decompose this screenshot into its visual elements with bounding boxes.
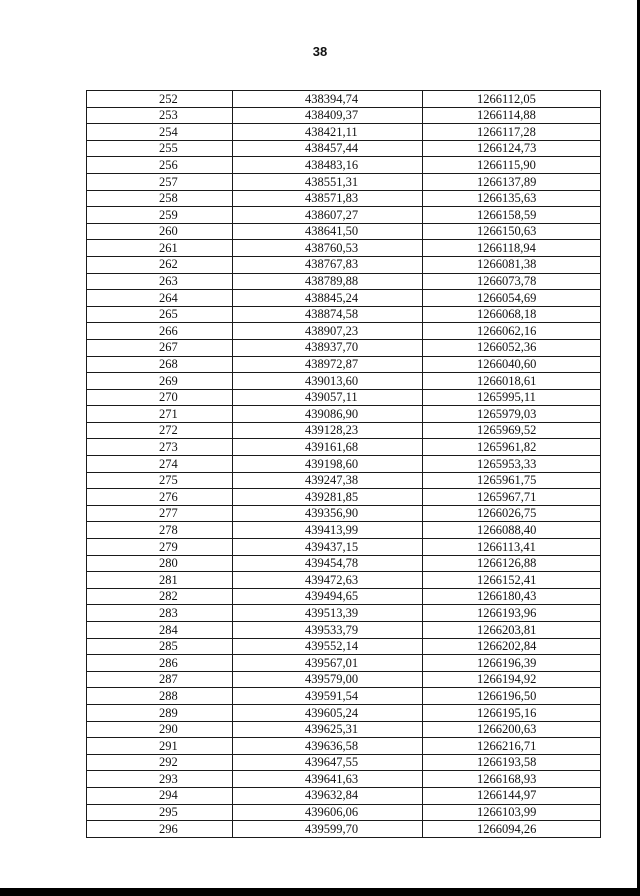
- y-coordinate-cell: 1266026,75: [423, 505, 601, 522]
- x-coordinate-cell: 439013,60: [233, 373, 423, 390]
- x-coordinate-cell: 439632,84: [233, 787, 423, 804]
- point-number-cell: 252: [87, 91, 233, 108]
- table-row: [87, 356, 601, 373]
- x-coordinate-cell: 439161,68: [233, 439, 423, 456]
- y-coordinate-cell: 1266195,16: [423, 704, 601, 721]
- x-coordinate-cell: 439591,54: [233, 688, 423, 705]
- y-coordinate-cell: 1266144,97: [423, 787, 601, 804]
- x-coordinate-cell: 438641,50: [233, 223, 423, 240]
- y-coordinate-cell: 1266052,36: [423, 339, 601, 356]
- y-coordinate-cell: 1266018,61: [423, 373, 601, 390]
- y-coordinate-cell: 1265953,33: [423, 456, 601, 473]
- table-row: [87, 207, 601, 224]
- table-row: [87, 439, 601, 456]
- y-coordinate-cell: 1265961,82: [423, 439, 601, 456]
- x-coordinate-cell: 438845,24: [233, 290, 423, 307]
- point-number-cell: 295: [87, 804, 233, 821]
- y-coordinate-cell: 1265995,11: [423, 389, 601, 406]
- point-number-cell: 271: [87, 406, 233, 423]
- table-row: [87, 588, 601, 605]
- x-coordinate-cell: 439437,15: [233, 539, 423, 556]
- point-number-cell: 283: [87, 605, 233, 622]
- point-number-cell: 294: [87, 787, 233, 804]
- table-row: [87, 223, 601, 240]
- point-number-cell: 270: [87, 389, 233, 406]
- y-coordinate-cell: 1266112,05: [423, 91, 601, 108]
- x-coordinate-cell: 439513,39: [233, 605, 423, 622]
- point-number-cell: 259: [87, 207, 233, 224]
- point-number-cell: 280: [87, 555, 233, 572]
- point-number-cell: 289: [87, 704, 233, 721]
- y-coordinate-cell: 1266196,50: [423, 688, 601, 705]
- table-row: [87, 522, 601, 539]
- point-number-cell: 275: [87, 472, 233, 489]
- table-row: [87, 373, 601, 390]
- x-coordinate-cell: 439128,23: [233, 422, 423, 439]
- table-row: [87, 555, 601, 572]
- x-coordinate-cell: 438937,70: [233, 339, 423, 356]
- y-coordinate-cell: 1266152,41: [423, 572, 601, 589]
- point-number-cell: 267: [87, 339, 233, 356]
- y-coordinate-cell: 1266180,43: [423, 588, 601, 605]
- x-coordinate-cell: 439356,90: [233, 505, 423, 522]
- x-coordinate-cell: 439413,99: [233, 522, 423, 539]
- table-row: [87, 821, 601, 838]
- x-coordinate-cell: 439494,65: [233, 588, 423, 605]
- x-coordinate-cell: 438571,83: [233, 190, 423, 207]
- x-coordinate-cell: 438760,53: [233, 240, 423, 257]
- table-row: [87, 91, 601, 108]
- point-number-cell: 277: [87, 505, 233, 522]
- x-coordinate-cell: 439247,38: [233, 472, 423, 489]
- y-coordinate-cell: 1266137,89: [423, 173, 601, 190]
- y-coordinate-cell: 1266040,60: [423, 356, 601, 373]
- point-number-cell: 254: [87, 124, 233, 141]
- table-row: [87, 190, 601, 207]
- point-number-cell: 273: [87, 439, 233, 456]
- table-row: [87, 771, 601, 788]
- point-number-cell: 255: [87, 140, 233, 157]
- table-row: [87, 323, 601, 340]
- y-coordinate-cell: 1266193,96: [423, 605, 601, 622]
- point-number-cell: 274: [87, 456, 233, 473]
- table-row: [87, 157, 601, 174]
- x-coordinate-cell: 438907,23: [233, 323, 423, 340]
- y-coordinate-cell: 1266088,40: [423, 522, 601, 539]
- table-row: [87, 505, 601, 522]
- y-coordinate-cell: 1266193,58: [423, 754, 601, 771]
- table-row: [87, 472, 601, 489]
- table-row: [87, 539, 601, 556]
- y-coordinate-cell: 1266115,90: [423, 157, 601, 174]
- table-row: [87, 124, 601, 141]
- table-row: [87, 655, 601, 672]
- x-coordinate-cell: 438483,16: [233, 157, 423, 174]
- x-coordinate-cell: 438551,31: [233, 173, 423, 190]
- x-coordinate-cell: 439454,78: [233, 555, 423, 572]
- table-row: [87, 406, 601, 423]
- y-coordinate-cell: 1266117,28: [423, 124, 601, 141]
- y-coordinate-cell: 1266203,81: [423, 622, 601, 639]
- table-row: [87, 638, 601, 655]
- point-number-cell: 258: [87, 190, 233, 207]
- x-coordinate-cell: 438607,27: [233, 207, 423, 224]
- y-coordinate-cell: 1266168,93: [423, 771, 601, 788]
- point-number-cell: 287: [87, 671, 233, 688]
- table-row: [87, 704, 601, 721]
- table-row: [87, 721, 601, 738]
- y-coordinate-cell: 1266158,59: [423, 207, 601, 224]
- point-number-cell: 284: [87, 622, 233, 639]
- y-coordinate-cell: 1266150,63: [423, 223, 601, 240]
- x-coordinate-cell: 439281,85: [233, 489, 423, 506]
- x-coordinate-cell: 438972,87: [233, 356, 423, 373]
- x-coordinate-cell: 438409,37: [233, 107, 423, 124]
- point-number-cell: 263: [87, 273, 233, 290]
- y-coordinate-cell: 1266113,41: [423, 539, 601, 556]
- point-number-cell: 264: [87, 290, 233, 307]
- y-coordinate-cell: 1266062,16: [423, 323, 601, 340]
- table-row: [87, 273, 601, 290]
- table-row: [87, 306, 601, 323]
- y-coordinate-cell: 1266114,88: [423, 107, 601, 124]
- y-coordinate-cell: 1266124,73: [423, 140, 601, 157]
- coordinates-table: [86, 90, 601, 838]
- x-coordinate-cell: 439641,63: [233, 771, 423, 788]
- x-coordinate-cell: 438789,88: [233, 273, 423, 290]
- table-row: [87, 256, 601, 273]
- x-coordinate-cell: 439636,58: [233, 738, 423, 755]
- y-coordinate-cell: 1266103,99: [423, 804, 601, 821]
- table-body: [87, 91, 601, 838]
- point-number-cell: 278: [87, 522, 233, 539]
- y-coordinate-cell: 1266068,18: [423, 306, 601, 323]
- y-coordinate-cell: 1266196,39: [423, 655, 601, 672]
- point-number-cell: 269: [87, 373, 233, 390]
- table-row: [87, 489, 601, 506]
- point-number-cell: 293: [87, 771, 233, 788]
- scan-edge-bottom: [0, 888, 640, 896]
- point-number-cell: 262: [87, 256, 233, 273]
- y-coordinate-cell: 1266135,63: [423, 190, 601, 207]
- x-coordinate-cell: 438421,11: [233, 124, 423, 141]
- x-coordinate-cell: 439599,70: [233, 821, 423, 838]
- y-coordinate-cell: 1266216,71: [423, 738, 601, 755]
- point-number-cell: 279: [87, 539, 233, 556]
- table-row: [87, 339, 601, 356]
- point-number-cell: 282: [87, 588, 233, 605]
- x-coordinate-cell: 438767,83: [233, 256, 423, 273]
- point-number-cell: 257: [87, 173, 233, 190]
- y-coordinate-cell: 1265969,52: [423, 422, 601, 439]
- point-number-cell: 266: [87, 323, 233, 340]
- y-coordinate-cell: 1266200,63: [423, 721, 601, 738]
- table-row: [87, 173, 601, 190]
- point-number-cell: 285: [87, 638, 233, 655]
- x-coordinate-cell: 438874,58: [233, 306, 423, 323]
- table-row: [87, 240, 601, 257]
- x-coordinate-cell: 439606,06: [233, 804, 423, 821]
- table-row: [87, 738, 601, 755]
- x-coordinate-cell: 439533,79: [233, 622, 423, 639]
- point-number-cell: 276: [87, 489, 233, 506]
- table-row: [87, 787, 601, 804]
- x-coordinate-cell: 439198,60: [233, 456, 423, 473]
- table-row: [87, 572, 601, 589]
- y-coordinate-cell: 1265961,75: [423, 472, 601, 489]
- point-number-cell: 290: [87, 721, 233, 738]
- x-coordinate-cell: 439567,01: [233, 655, 423, 672]
- x-coordinate-cell: 439552,14: [233, 638, 423, 655]
- point-number-cell: 296: [87, 821, 233, 838]
- table-row: [87, 688, 601, 705]
- point-number-cell: 291: [87, 738, 233, 755]
- y-coordinate-cell: 1266054,69: [423, 290, 601, 307]
- y-coordinate-cell: 1266081,38: [423, 256, 601, 273]
- table-row: [87, 422, 601, 439]
- table-row: [87, 456, 601, 473]
- point-number-cell: 292: [87, 754, 233, 771]
- x-coordinate-cell: 439579,00: [233, 671, 423, 688]
- page-number: 38: [312, 44, 328, 59]
- y-coordinate-cell: 1266073,78: [423, 273, 601, 290]
- point-number-cell: 286: [87, 655, 233, 672]
- table-row: [87, 290, 601, 307]
- table-row: [87, 140, 601, 157]
- y-coordinate-cell: 1266094,26: [423, 821, 601, 838]
- x-coordinate-cell: 439647,55: [233, 754, 423, 771]
- table-row: [87, 671, 601, 688]
- point-number-cell: 281: [87, 572, 233, 589]
- x-coordinate-cell: 439472,63: [233, 572, 423, 589]
- x-coordinate-cell: 439625,31: [233, 721, 423, 738]
- table-row: [87, 605, 601, 622]
- x-coordinate-cell: 439605,24: [233, 704, 423, 721]
- x-coordinate-cell: 439086,90: [233, 406, 423, 423]
- table-row: [87, 754, 601, 771]
- x-coordinate-cell: 438457,44: [233, 140, 423, 157]
- table-row: [87, 389, 601, 406]
- table-row: [87, 107, 601, 124]
- point-number-cell: 265: [87, 306, 233, 323]
- y-coordinate-cell: 1266202,84: [423, 638, 601, 655]
- point-number-cell: 253: [87, 107, 233, 124]
- point-number-cell: 256: [87, 157, 233, 174]
- y-coordinate-cell: 1266194,92: [423, 671, 601, 688]
- y-coordinate-cell: 1265967,71: [423, 489, 601, 506]
- table-row: [87, 622, 601, 639]
- y-coordinate-cell: 1266118,94: [423, 240, 601, 257]
- y-coordinate-cell: 1265979,03: [423, 406, 601, 423]
- point-number-cell: 260: [87, 223, 233, 240]
- x-coordinate-cell: 438394,74: [233, 91, 423, 108]
- point-number-cell: 272: [87, 422, 233, 439]
- point-number-cell: 268: [87, 356, 233, 373]
- point-number-cell: 261: [87, 240, 233, 257]
- point-number-cell: 288: [87, 688, 233, 705]
- y-coordinate-cell: 1266126,88: [423, 555, 601, 572]
- table-row: [87, 804, 601, 821]
- x-coordinate-cell: 439057,11: [233, 389, 423, 406]
